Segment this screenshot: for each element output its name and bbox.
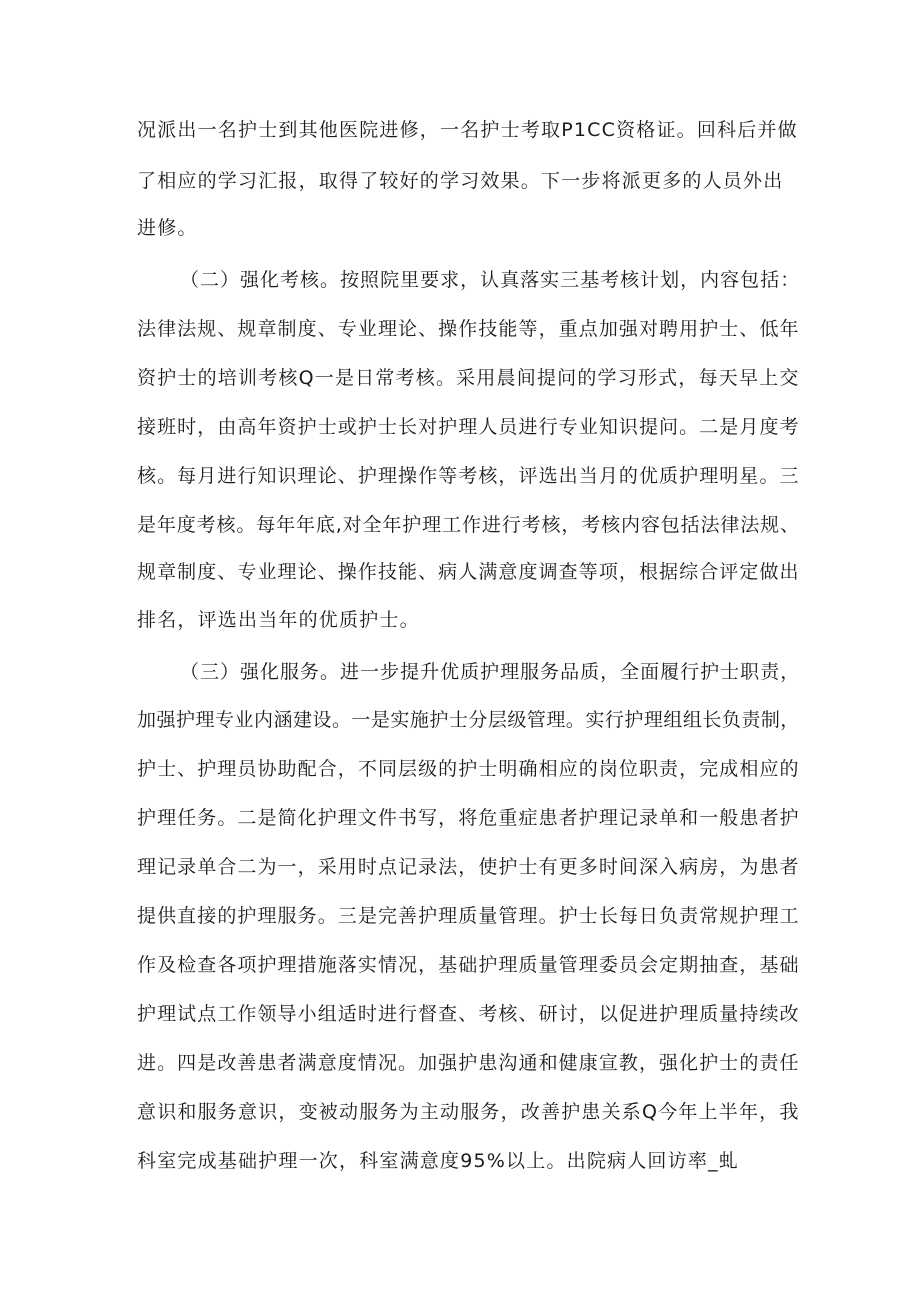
- paragraph-first-line: （三）强化服务。进一步提升优质护理服务品质，全面履行护士职责，: [180, 661, 801, 683]
- text-line: 接班时，由高年资护士或护士长对护理人员进行专业知识提问。二是月度考: [137, 416, 800, 438]
- text-line: 是年度考核。每年年底,对全年护理工作进行考核，考核内容包括法律法规、: [137, 514, 800, 536]
- text-line: 了相应的学习汇报，取得了较好的学习效果。下一步将派更多的人员外出: [137, 170, 784, 192]
- text-line: 提供直接的护理服务。三是完善护理质量管理。护士长每日负责常规护理工: [137, 905, 800, 927]
- text-line: 护理任务。二是简化护理文件书写，将危重症患者护理记录单和一般患者护: [137, 807, 800, 829]
- text-line: 加强护理专业内涵建设。一是实施护士分层级管理。实行护理组组长负责制，: [137, 709, 800, 731]
- text-line: 进。四是改善患者满意度情况。加强护患沟通和健康宣教，强化护士的责任: [137, 1052, 800, 1074]
- text-line: 意识和服务意识，变被动服务为主动服务，改善护患关系Q今年上半年，我: [137, 1101, 800, 1123]
- paragraph-first-line: （二）强化考核。按照院里要求，认真落实三基考核计划，内容包括：: [180, 269, 801, 291]
- text-line: 护士、护理员协助配合，不同层级的护士明确相应的岗位职责，完成相应的: [137, 758, 800, 780]
- text-line: 况派出一名护士到其他医院进修，一名护士考取P1CC资格证。回科后并做: [137, 119, 798, 141]
- text-line: 核。每月进行知识理论、护理操作等考核，评选出当月的优质护理明星。三: [137, 465, 800, 487]
- text-line: 排名，评选出当年的优质护士。: [137, 609, 420, 631]
- text-line: 进修。: [137, 217, 198, 239]
- text-line: 作及检查各项护理措施落实情况，基础护理质量管理委员会定期抽查，基础: [137, 954, 800, 976]
- text-line: 资护士的培训考核Q一是日常考核。采用晨间提问的学习形式，每天早上交: [137, 367, 800, 389]
- text-line: 护理试点工作领导小组适时进行督查、考核、研讨，以促进护理质量持续改: [137, 1003, 800, 1025]
- text-line: 规章制度、专业理论、操作技能、病人满意度调查等项，根据综合评定做出: [137, 561, 800, 583]
- text-line: 理记录单合二为一，采用时点记录法，使护士有更多时间深入病房，为患者: [137, 856, 800, 878]
- text-line: 科室完成基础护理一次，科室满意度95%以上。出院病人回访率_虬: [137, 1150, 739, 1172]
- text-line: 法律法规、规章制度、专业理论、操作技能等，重点加强对聘用护士、低年: [137, 318, 800, 340]
